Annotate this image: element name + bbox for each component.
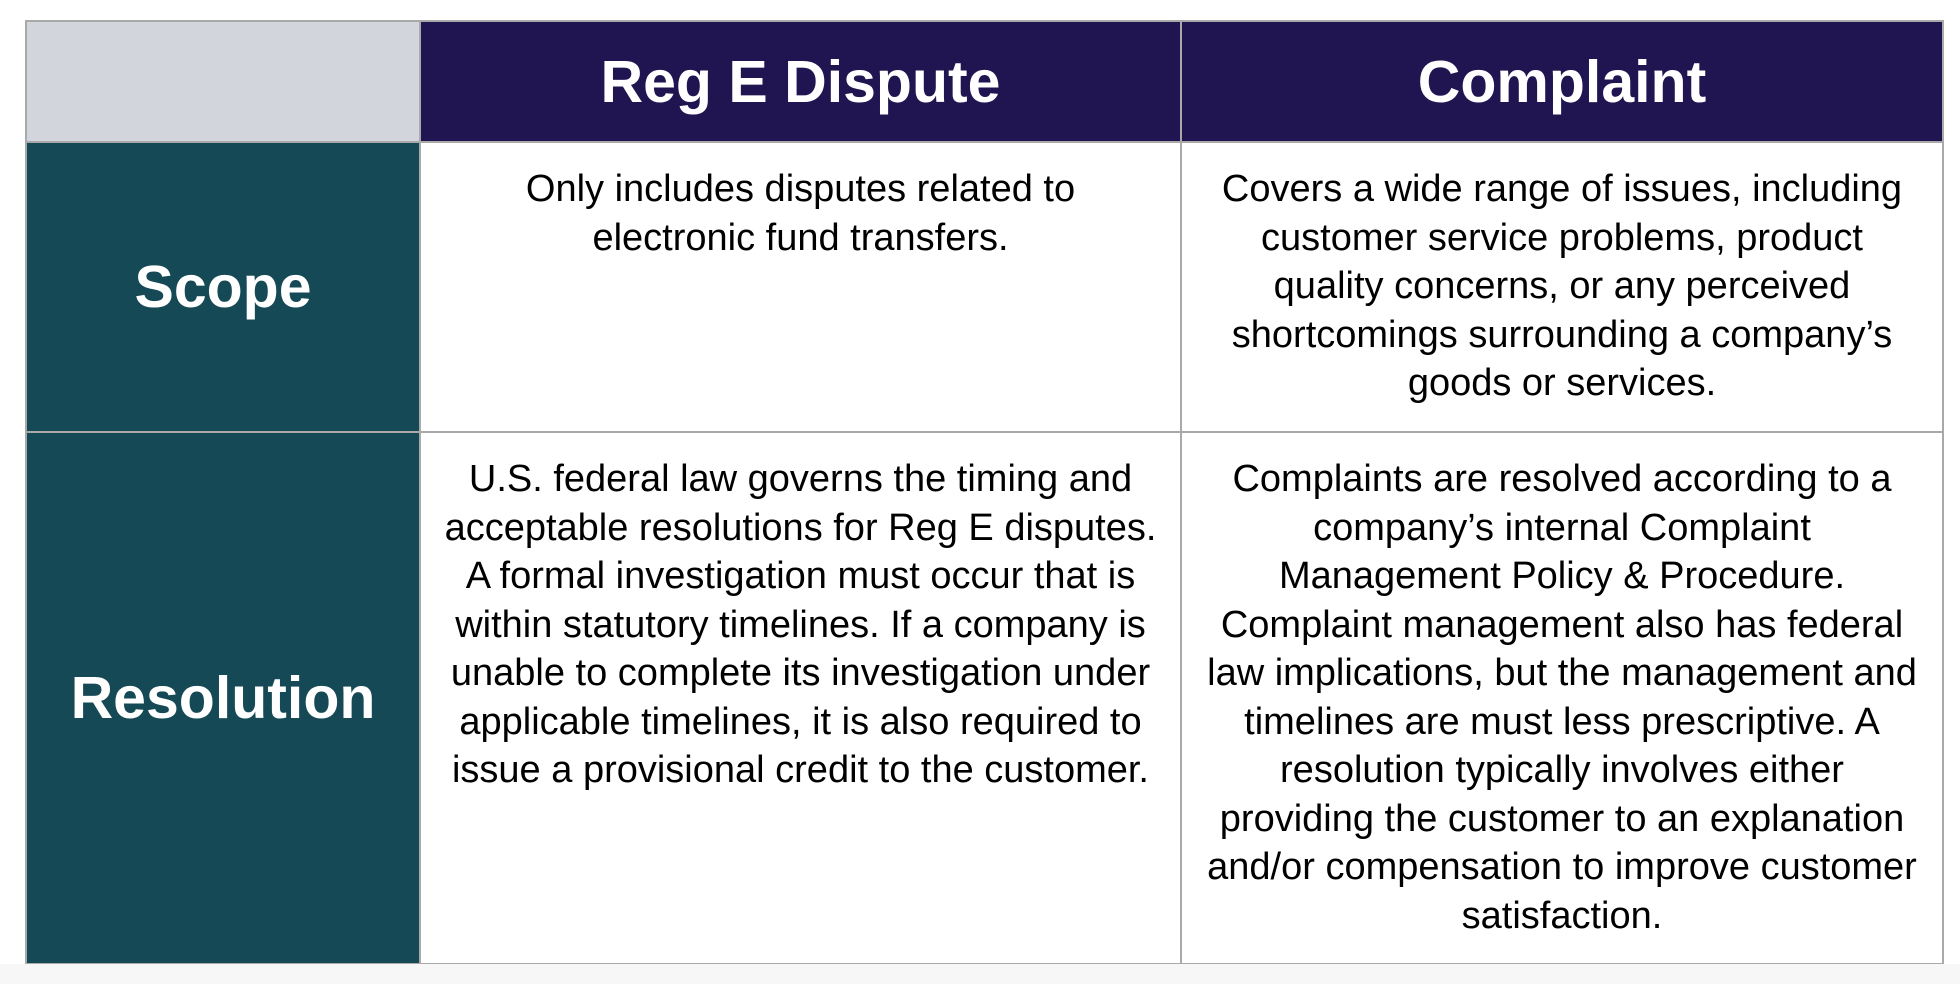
row-header-scope: Scope xyxy=(26,142,420,432)
column-header-reg-e-dispute: Reg E Dispute xyxy=(420,21,1181,142)
row-header-resolution: Resolution xyxy=(26,432,420,964)
cell-text: Covers a wide range of issues, including customer service problems, product quality concerns, or any perceived shortcomings surrounding a company’s goods or services. xyxy=(1221,168,1903,404)
cell-scope-reg-e xyxy=(420,142,1181,432)
cell-resolution-reg-e xyxy=(420,432,1181,964)
corner-cell xyxy=(26,21,420,142)
cell-resolution-complaint xyxy=(1181,432,1943,964)
comparison-table xyxy=(25,20,1944,965)
cell-text: Only includes disputes related to electronic fund transfers. xyxy=(525,168,1076,259)
bottom-band xyxy=(0,964,1960,984)
column-header-complaint: Complaint xyxy=(1181,21,1943,142)
cell-scope-complaint xyxy=(1181,142,1943,432)
cell-text: U.S. federal law governs the timing and acceptable resolutions for Reg E disputes. A formal investigation must occur that is within statutory timelines. If a company is unable to complete its investigation under applicable timelines, it is also required to issue a provisional credit to the customer. xyxy=(444,458,1157,791)
header-row xyxy=(26,21,1943,142)
table-row-scope xyxy=(26,142,1943,432)
table-row-resolution xyxy=(26,432,1943,964)
cell-text: Complaints are resolved according to a company’s internal Complaint Management Policy & Procedure. Complaint management also has federal law implications, but the management and timelines are must less prescriptive. A resolution typically involves either providing the customer to an explanation and/or compensation to improve customer satisfaction. xyxy=(1207,458,1917,937)
